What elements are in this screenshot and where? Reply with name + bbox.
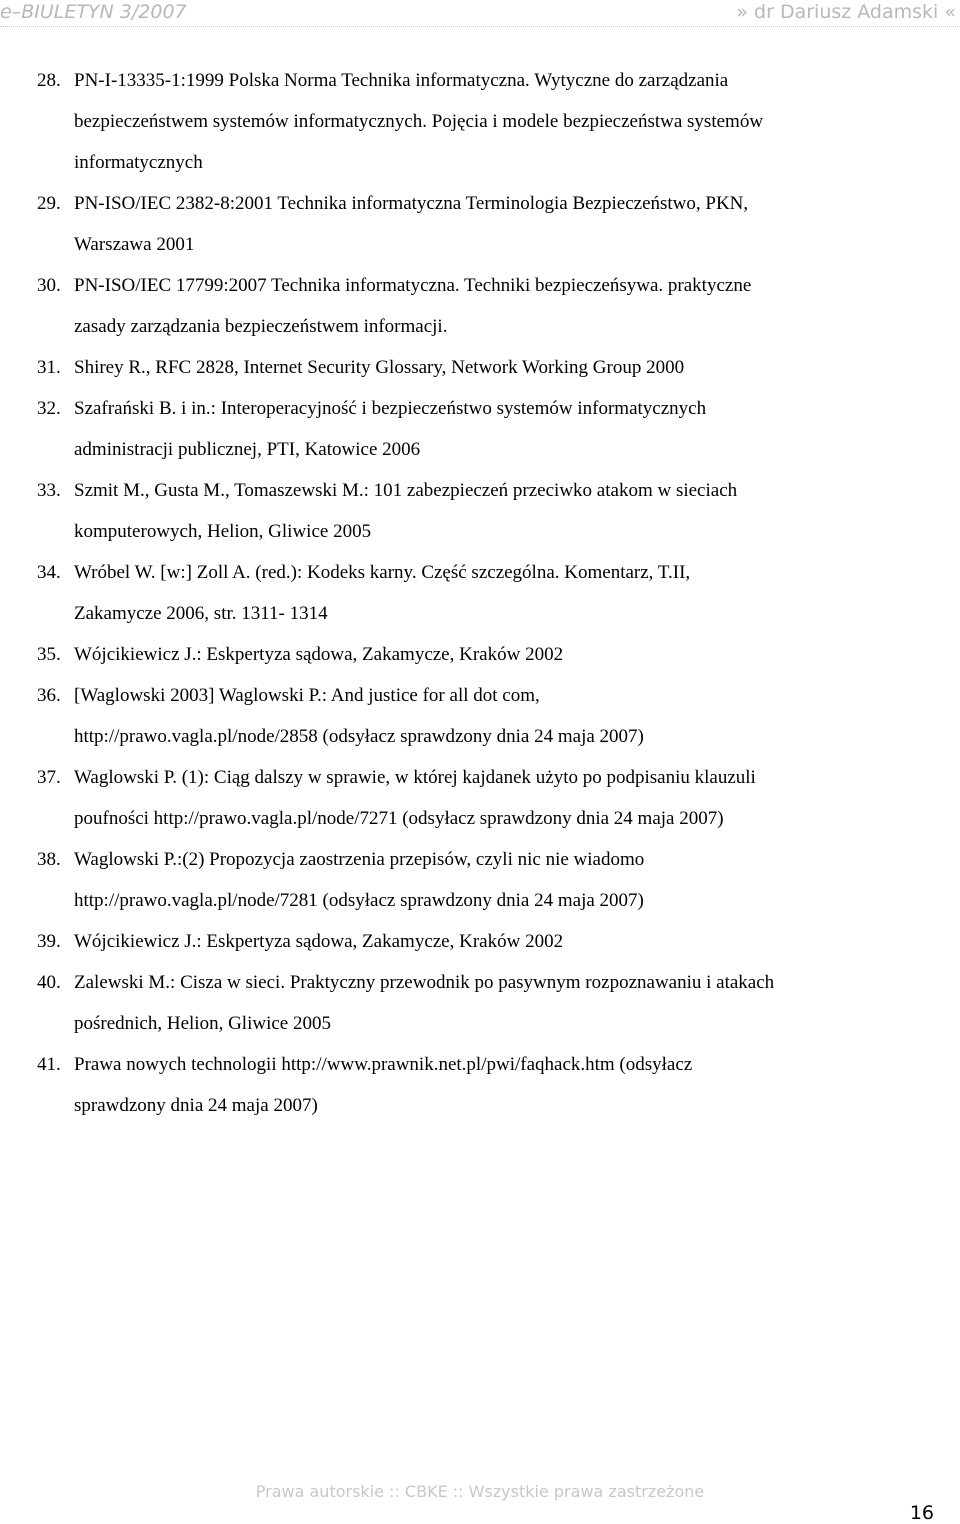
reference-text-line: Wójcikiewicz J.: Eskpertyza sądowa, Zakamycze, Kraków 2002 (74, 931, 564, 952)
page-number: 16 (909, 1502, 934, 1524)
reference-text-line: http://prawo.vagla.pl/node/2858 (odsyłacz sprawdzony dnia 24 maja 2007) (74, 726, 644, 747)
reference-text-line: [Waglowski 2003] Waglowski P.: And justice for all dot com, (74, 685, 540, 706)
reference-item (0, 1044, 960, 1126)
reference-number: 31. (37, 357, 61, 378)
reference-item (0, 962, 960, 1044)
reference-number: 34. (37, 562, 61, 583)
reference-text-line: Warszawa 2001 (74, 234, 195, 255)
reference-text-line: Waglowski P. (1): Ciąg dalszy w sprawie, w której kajdanek użyto po podpisaniu klauzuli (74, 767, 756, 788)
reference-number: 38. (37, 849, 61, 870)
author-name: » dr Dariusz Adamski « (736, 1, 956, 23)
reference-item (0, 552, 960, 634)
reference-number: 41. (37, 1054, 61, 1075)
reference-text-line: Waglowski P.:(2) Propozycja zaostrzenia przepisów, czyli nic nie wiadomo (74, 849, 645, 870)
reference-number: 33. (37, 480, 61, 501)
copyright-footer: Prawa autorskie :: CBKE :: Wszystkie prawa zastrzeżone (255, 1482, 705, 1501)
reference-text-line: Szafrański B. i in.: Interoperacyjność i bezpieczeństwo systemów informatycznych (74, 398, 707, 419)
reference-item (0, 347, 960, 388)
reference-text-line: PN-I-13335-1:1999 Polska Norma Technika informatyczna. Wytyczne do zarządzania (74, 70, 729, 91)
reference-number: 39. (37, 931, 61, 952)
reference-item (0, 921, 960, 962)
reference-text-line: Wójcikiewicz J.: Eskpertyza sądowa, Zakamycze, Kraków 2002 (74, 644, 564, 665)
bibliography-list (0, 60, 960, 1126)
reference-text-line: pośrednich, Helion, Gliwice 2005 (74, 1013, 331, 1034)
reference-text-line: Shirey R., RFC 2828, Internet Security Glossary, Network Working Group 2000 (74, 357, 685, 378)
reference-text-line: bezpieczeństwem systemów informatycznych. Pojęcia i modele bezpieczeństwa systemów (74, 111, 764, 132)
reference-number: 35. (37, 644, 61, 665)
reference-text-line: PN-ISO/IEC 2382-8:2001 Technika informatyczna Terminologia Bezpieczeństwo, PKN, (74, 193, 749, 214)
reference-text-line: poufności http://prawo.vagla.pl/node/7271 (odsyłacz sprawdzony dnia 24 maja 2007) (74, 808, 724, 829)
reference-text-line: informatycznych (74, 152, 203, 173)
reference-text-line: Zakamycze 2006, str. 1311- 1314 (74, 603, 328, 624)
reference-number: 30. (37, 275, 61, 296)
bulletin-title: e–BIULETYN 3/2007 (0, 1, 187, 23)
reference-text-line: zasady zarządzania bezpieczeństwem informacji. (74, 316, 448, 337)
reference-number: 29. (37, 193, 61, 214)
reference-item (0, 470, 960, 552)
reference-text-line: Szmit M., Gusta M., Tomaszewski M.: 101 zabezpieczeń przeciwko atakom w sieciach (74, 480, 738, 501)
reference-number: 40. (37, 972, 61, 993)
reference-text-line: Wróbel W. [w:] Zoll A. (red.): Kodeks karny. Część szczególna. Komentarz, T.II, (74, 562, 691, 583)
reference-text-line: komputerowych, Helion, Gliwice 2005 (74, 521, 372, 542)
reference-item (0, 634, 960, 675)
reference-item (0, 675, 960, 757)
reference-item (0, 757, 960, 839)
reference-item (0, 183, 960, 265)
reference-text-line: administracji publicznej, PTI, Katowice 2006 (74, 439, 421, 460)
reference-text-line: Prawa nowych technologii http://www.prawnik.net.pl/pwi/faqhack.htm (odsyłacz (74, 1054, 693, 1075)
reference-item (0, 388, 960, 470)
reference-number: 36. (37, 685, 61, 706)
reference-item (0, 839, 960, 921)
reference-number: 32. (37, 398, 61, 419)
reference-number: 37. (37, 767, 61, 788)
reference-text-line: PN-ISO/IEC 17799:2007 Technika informatyczna. Techniki bezpieczeńsywa. praktyczne (74, 275, 752, 296)
reference-text-line: http://prawo.vagla.pl/node/7281 (odsyłacz sprawdzony dnia 24 maja 2007) (74, 890, 644, 911)
reference-item (0, 265, 960, 347)
reference-item (0, 60, 960, 183)
header-divider (0, 26, 960, 27)
reference-text-line: Zalewski M.: Cisza w sieci. Praktyczny przewodnik po pasywnym rozpoznawaniu i atakach (74, 972, 775, 993)
reference-text-line: sprawdzony dnia 24 maja 2007) (74, 1095, 318, 1116)
reference-number: 28. (37, 70, 61, 91)
